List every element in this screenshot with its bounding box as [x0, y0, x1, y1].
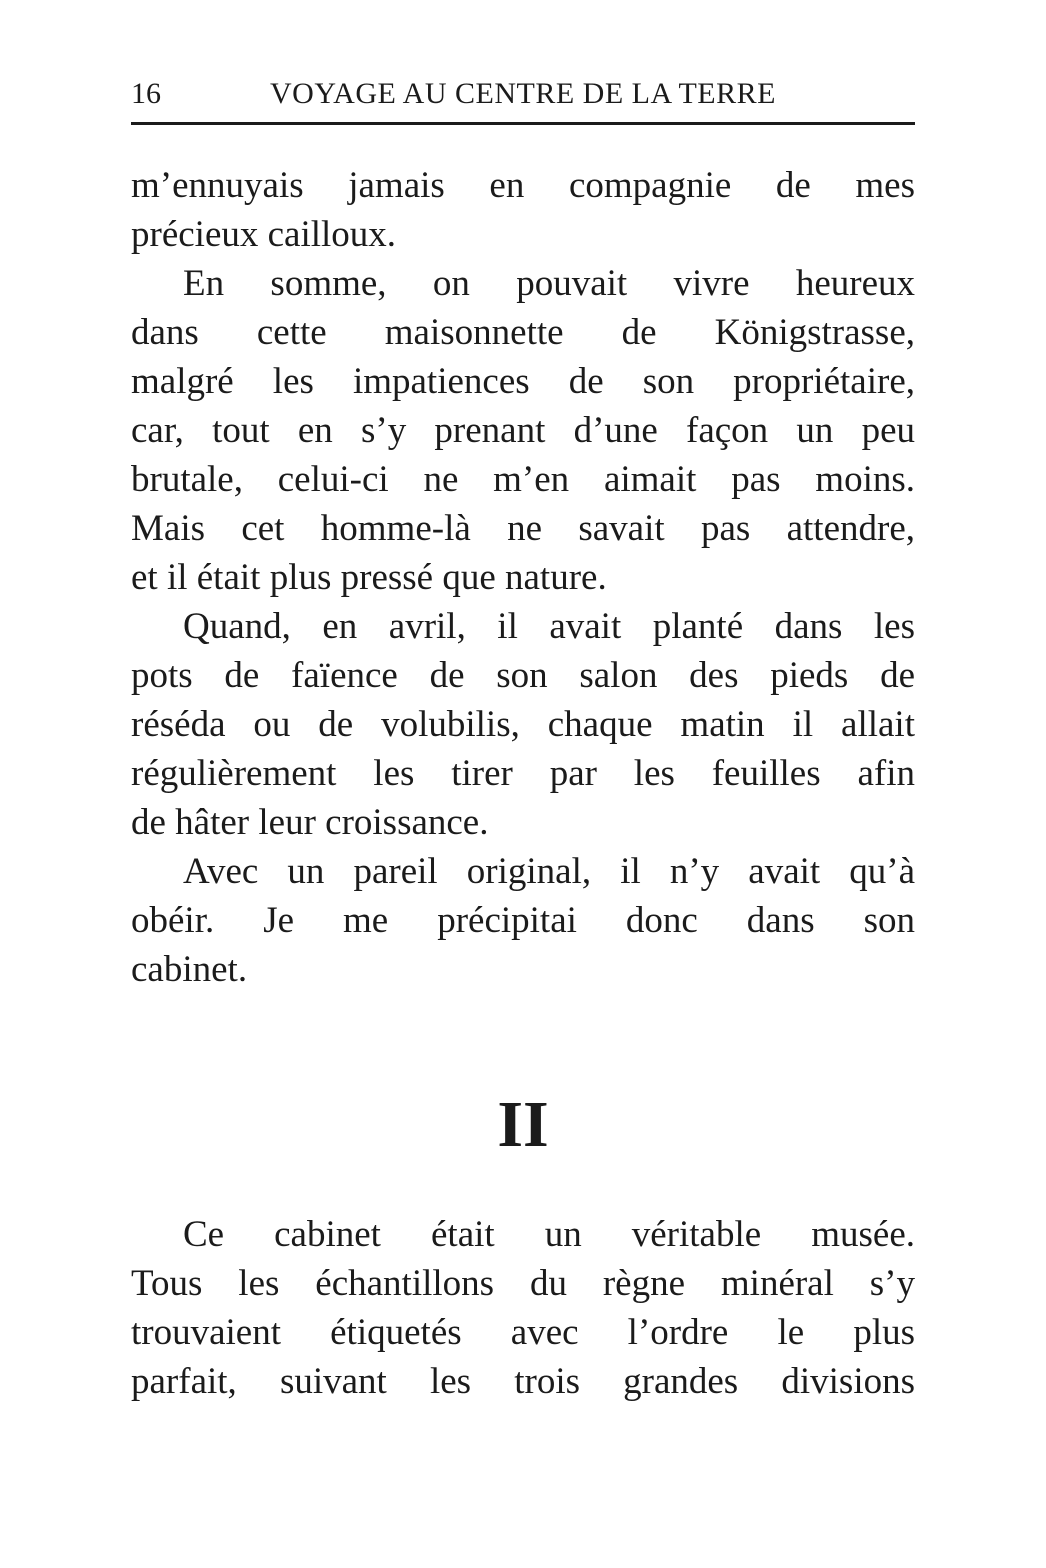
- body-text-section-1: [131, 161, 915, 994]
- text-line: réséda ou de volubilis, chaque matin il allait: [131, 704, 915, 745]
- page-header: [131, 78, 915, 109]
- page-number: 16: [131, 77, 161, 110]
- body-text-section-2: [131, 1210, 915, 1406]
- text-line: obéir. Je me précipitai donc dans son: [131, 900, 915, 941]
- running-title: VOYAGE AU CENTRE DE LA TERRE: [270, 77, 776, 110]
- chapter-heading: II: [497, 1088, 549, 1161]
- text-line: pots de faïence de son salon des pieds de: [131, 655, 915, 696]
- text-line: parfait, suivant les trois grandes divisions: [131, 1361, 915, 1402]
- text-line: régulièrement les tirer par les feuilles afin: [131, 753, 915, 794]
- text-line: Ce cabinet était un véritable musée.: [183, 1214, 915, 1255]
- text-line: et il était plus pressé que nature.: [131, 557, 607, 598]
- text-line: m’ennuyais jamais en compagnie de mes: [131, 165, 915, 206]
- text-line: Mais cet homme-là ne savait pas attendre,: [131, 508, 915, 549]
- text-line: brutale, celui-ci ne m’en aimait pas moins.: [131, 459, 915, 500]
- text-line: En somme, on pouvait vivre heureux: [183, 263, 915, 304]
- text-line: Tous les échantillons du règne minéral s’y: [131, 1263, 915, 1304]
- text-line: Quand, en avril, il avait planté dans les: [183, 606, 915, 647]
- text-line: cabinet.: [131, 949, 248, 990]
- text-line: car, tout en s’y prenant d’une façon un peu: [131, 410, 915, 451]
- text-line: Avec un pareil original, il n’y avait qu’à: [183, 851, 915, 892]
- text-line: précieux cailloux.: [131, 214, 397, 255]
- text-line: dans cette maisonnette de Königstrasse,: [131, 312, 915, 353]
- header-rule: [131, 122, 915, 125]
- text-line: malgré les impatiences de son propriétaire,: [131, 361, 915, 402]
- text-line: de hâter leur croissance.: [131, 802, 489, 843]
- text-line: trouvaient étiquetés avec l’ordre le plus: [131, 1312, 915, 1353]
